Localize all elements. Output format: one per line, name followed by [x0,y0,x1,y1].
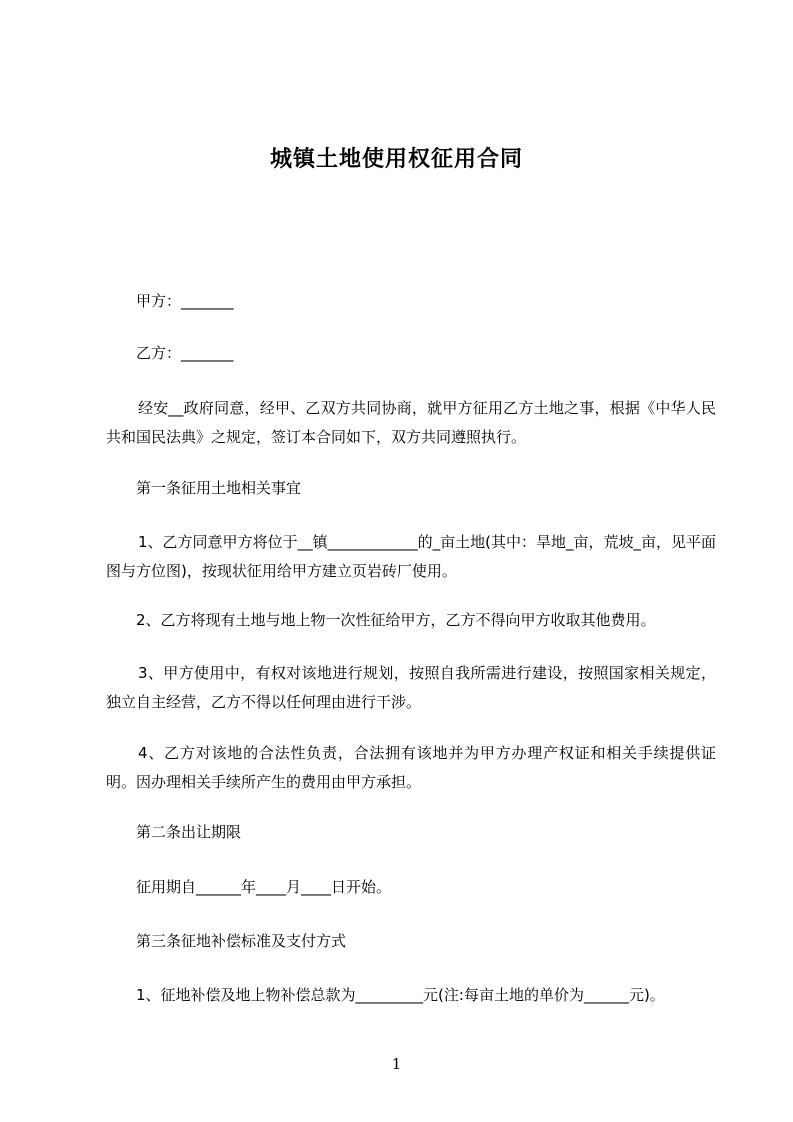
article-3-item-1: 1、征地补偿及地上物补偿总款为_________元(注:每亩土地的单价为______元)。 [136,986,665,1004]
article-1-item-3: 3、甲方使用中，有权对该地进行规划，按照自我所需进行建设，按照国家相关规定，独立自主经营，乙方不得以任何理由进行干涉。 [106,664,716,711]
article-2-text: 征用期自______年____月____日开始。 [136,878,392,896]
article-1-heading: 第一条征用土地相关事宜 [136,479,302,497]
party-a-line: 甲方：_______ [136,292,234,310]
article-1-item-1: 1、乙方同意甲方将位于__镇____________的_亩土地(其中：旱地_亩，荒坡_亩，见平面图与方位图)，按现状征用给甲方建立页岩砖厂使用。 [106,533,716,580]
document-title: 城镇土地使用权征用合同 [269,147,523,172]
intro-paragraph: 经安__政府同意，经甲、乙双方共同协商，就甲方征用乙方土地之事，根据《中华人民共和国民法典》之规定，签订本合同如下，双方共同遵照执行。 [106,399,716,446]
article-1-item-2: 2、乙方将现有土地与地上物一次性征给甲方，乙方不得向甲方收取其他费用。 [136,611,656,629]
page-number: 1 [391,1055,402,1073]
article-2-heading: 第二条出让期限 [136,823,242,841]
party-b-line: 乙方：_______ [136,344,234,362]
article-1-item-4: 4、乙方对该地的合法性负责，合法拥有该地并为甲方办理产权证和相关手续提供证明。因办理相关手续所产生的费用由甲方承担。 [106,744,716,791]
article-3-heading: 第三条征地补偿标准及支付方式 [136,932,347,950]
